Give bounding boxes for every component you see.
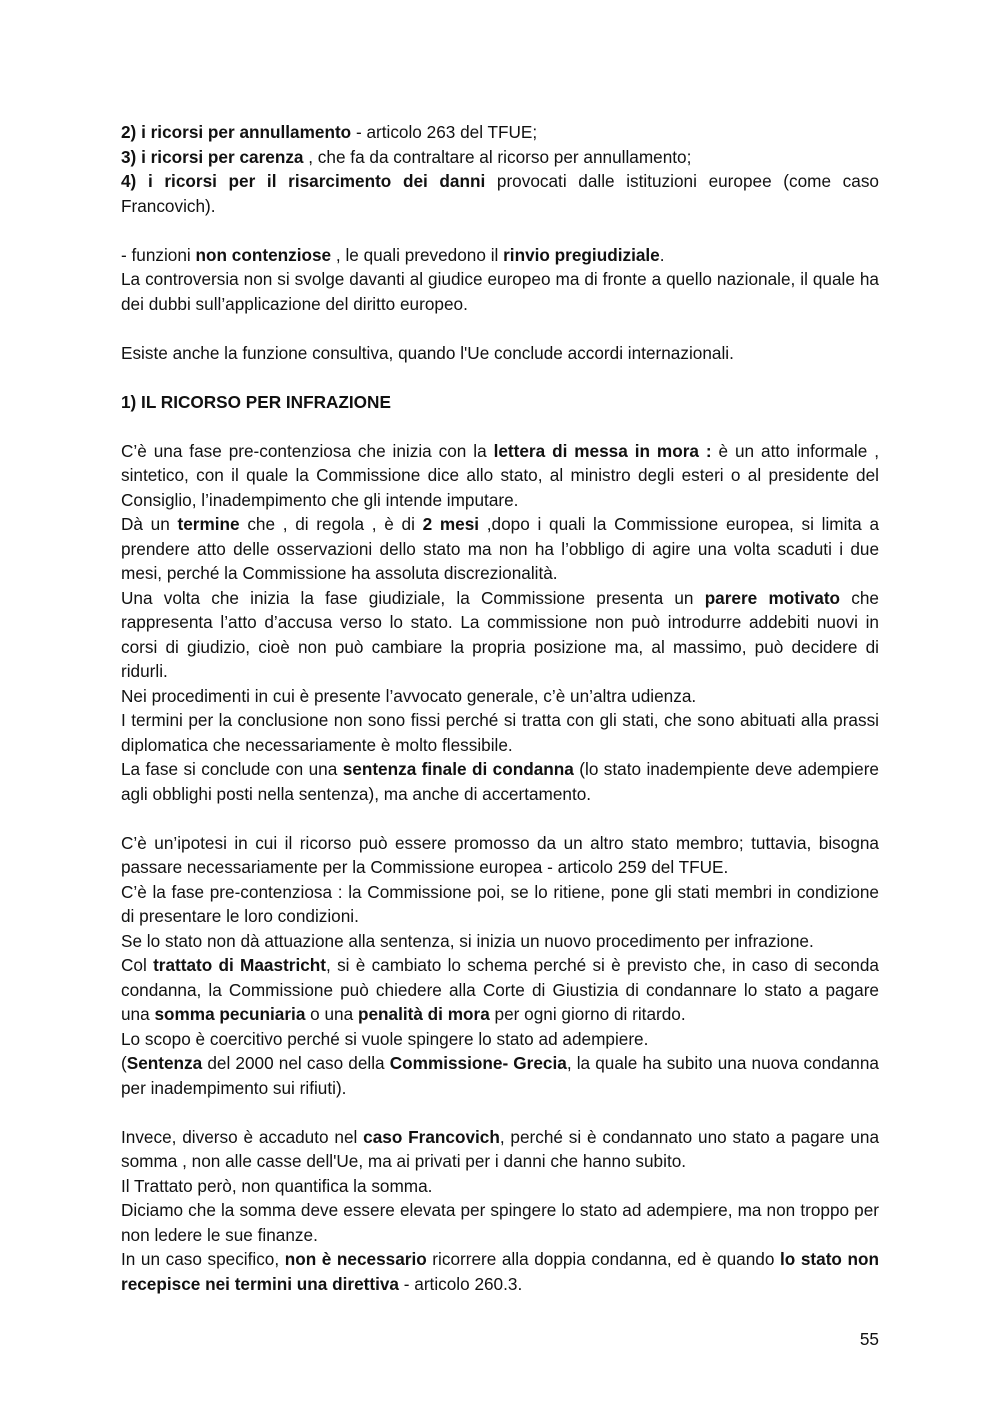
bold-run: non contenziose [195, 244, 332, 265]
text-run: , le quali prevedono il [331, 244, 504, 265]
paragraph-termini: I termini per la conclusione non sono fissi perché si tratta con gli stati, che sono abituati alla prassi diplomatica che necessariamente è molto flessibile. [121, 710, 879, 755]
list-item-2-text: - articolo 263 del TFUE; [351, 122, 538, 142]
text-run: - funzioni [121, 244, 196, 265]
non-contentious-paragraph [121, 243, 879, 268]
paragraph-sentenza-grecia [121, 1051, 879, 1100]
bold-run: termine [177, 514, 240, 534]
paragraph-somma-elevata: Diciamo che la somma deve essere elevata per spingere lo stato ad adempiere, ma non troppo per non ledere le sue finanze. [121, 1200, 879, 1245]
paragraph-caso-specifico [121, 1247, 879, 1296]
list-item-2-title: i ricorsi per annullamento [141, 122, 352, 142]
paragraph-altro-stato: C’è un’ipotesi in cui il ricorso può essere promosso da un altro stato membro; tuttavia, bisogna passare necessariamente per la Commissione europea - articolo 259 del TFUE. [121, 832, 879, 877]
text-run: , perché si è condannato uno stato a pagare una somma , non alle casse dell'Ue, ma ai privati per i danni che hanno subito. [121, 1126, 879, 1171]
paragraph-sentenza-finale [121, 757, 879, 806]
consultiva-paragraph: Esiste anche la funzione consultiva, quando l'Ue conclude accordi internazionali. [121, 342, 734, 363]
controversia-paragraph: La controversia non si svolge davanti al giudice europeo ma di fronte a quello nazionale, il quale ha dei dubbi sull’applicazione del diritto europeo. [121, 269, 879, 314]
list-item-4-number: 4) [121, 171, 148, 191]
bold-run: 2 mesi [422, 514, 480, 534]
list-item-3-number: 3) [121, 146, 142, 167]
text-run: , si è cambiato lo schema perché si è previsto che, in caso di seconda condanna, la Commissione può chiedere alla Corte di Giustizia di condannare lo stato a pagare una [121, 955, 879, 1024]
text-run: è un atto informale , sintetico, con il quale la Commissione dice allo stato, al ministro degli esteri o al presidente del Consiglio, l’inadempimento che gli intende imputare. [121, 440, 879, 510]
list-item-4-title: i ricorsi per il risarcimento dei danni [147, 171, 486, 191]
bold-run: non è necessario [284, 1249, 427, 1269]
bold-run: rinvio pregiudiziale [503, 244, 660, 265]
text-run: che , di regola , è di [239, 514, 423, 534]
bold-run: sentenza finale di condanna [342, 759, 574, 779]
bold-run: lettera di messa in mora : [493, 440, 712, 461]
list-item-3-text: , che fa da contraltare al ricorso per annullamento; [303, 146, 692, 167]
paragraph-pre-contenziosa: C’è la fase pre-contenziosa : la Commissione poi, se lo ritiene, pone gli stati membri in condizione di presentare le loro condizioni. [121, 881, 879, 926]
list-item-4-text: provocati dalle istituzioni europee (come caso Francovich). [121, 171, 879, 216]
bold-run: Sentenza [126, 1053, 203, 1073]
text-run: del 2000 nel caso della [202, 1053, 390, 1073]
text-run: - articolo 260.3. [398, 1273, 523, 1294]
paragraph-caso-francovich [121, 1125, 879, 1174]
bold-run: lo stato non recepisce nei termini una direttiva [121, 1249, 879, 1294]
text-run: per ogni giorno di ritardo. [489, 1004, 686, 1024]
paragraph-gap [121, 806, 879, 831]
text-run: La fase si conclude con una [121, 759, 343, 779]
text-run: Una volta che inizia la fase giudiziale, la Commissione presenta un [121, 587, 705, 608]
paragraph-gap [121, 316, 879, 341]
bold-run: trattato di Maastricht [153, 955, 327, 975]
text-run: Col [121, 955, 154, 975]
paragraph-nuovo-procedimento: Se lo stato non dà attuazione alla sentenza, si inizia un nuovo procedimento per infrazione. [121, 930, 814, 951]
text-run: C’è una fase pre-contenziosa che inizia con la [121, 440, 494, 461]
text-run: ( [121, 1053, 127, 1073]
paragraph-trattato: Il Trattato però, non quantifica la somma. [121, 1175, 433, 1196]
bold-run: penalità di mora [357, 1004, 490, 1024]
paragraph-gap [121, 1100, 879, 1125]
list-item-3-title: i ricorsi per carenza [141, 146, 304, 167]
paragraph-termine [121, 512, 879, 586]
paragraph-gap [121, 414, 879, 439]
list-item-4 [121, 169, 879, 218]
paragraph-messa-in-mora [121, 439, 879, 513]
section-heading: 1) IL RICORSO PER INFRAZIONE [121, 391, 391, 412]
text-run: , la quale ha subito una nuova condanna per inadempimento sui rifiuti). [121, 1053, 879, 1098]
bold-run: caso Francovich [363, 1126, 500, 1147]
text-run: ricorrere alla doppia condanna, ed è quando [426, 1249, 780, 1269]
paragraph-maastricht [121, 953, 879, 1027]
bold-run: somma pecuniaria [154, 1004, 306, 1024]
bold-run: parere motivato [704, 587, 841, 608]
text-run: (lo stato inadempiente deve adempiere agli obblighi posti nella sentenza), ma anche di accertamento. [121, 759, 879, 804]
paragraph-parere-motivato [121, 586, 879, 684]
paragraph-gap [121, 218, 879, 243]
list-item-2-number: 2) [121, 122, 142, 142]
text-run: Dà un [121, 514, 178, 534]
text-run: Invece, diverso è accaduto nel [121, 1126, 364, 1147]
text-run: o una [305, 1004, 358, 1024]
list-item-2 [121, 120, 879, 145]
text-run: ,dopo i quali la Commissione europea, si limita a prendere atto delle osservazioni dello stato ma non ha l’obbligo di agire una volta scaduti i due mesi, perché la Commissione ha assoluta discrezionalità. [121, 514, 880, 583]
paragraph-gap [121, 365, 879, 390]
text-run: In un caso specifico, [121, 1249, 285, 1269]
bold-run: Commissione- Grecia [389, 1053, 567, 1073]
text-run: che rappresenta l’atto d’accusa verso lo stato. La commissione non può introdurre addebiti nuovi in corsi di giudizio, cioè non può cambiare la propria posizione ma, al massimo, può decidere di ridurli. [121, 587, 879, 681]
paragraph-avvocato-generale: Nei procedimenti in cui è presente l’avvocato generale, c’è un’altra udienza. [121, 685, 697, 706]
page-number: 55 [859, 1329, 879, 1349]
paragraph-scopo-coercitivo: Lo scopo è coercitivo perché si vuole spingere lo stato ad adempiere. [121, 1028, 649, 1049]
text-run: . [659, 244, 665, 265]
list-item-3 [121, 145, 879, 170]
page-body [121, 120, 879, 1296]
